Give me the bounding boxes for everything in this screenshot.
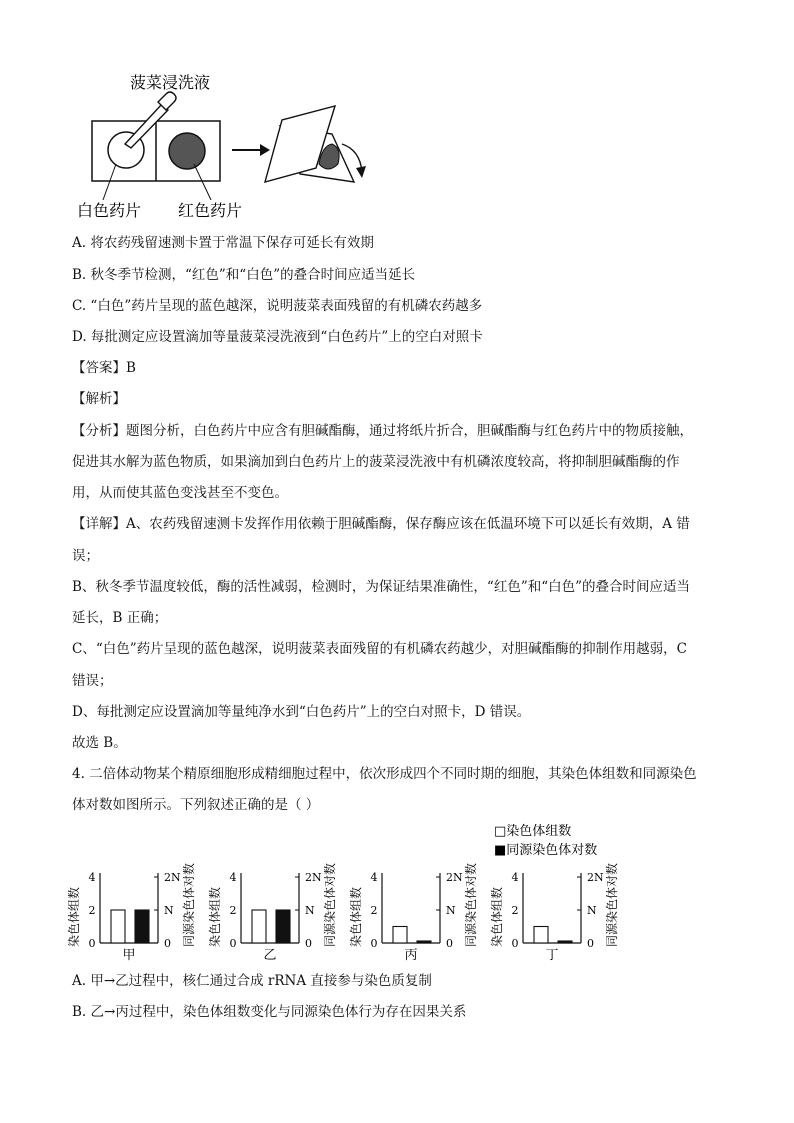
dropper-icon — [125, 92, 176, 148]
bar — [393, 927, 407, 944]
detail-line: C、“白色”药片呈现的蓝色越深，说明菠菜表面残留的有机磷农药越少，对胆碱酯酶的抑制作用越弱，C — [72, 641, 687, 657]
y-tick-label-left: 2 — [229, 904, 237, 917]
figure-title: 菠菜浸洗液 — [130, 73, 211, 92]
bar — [417, 941, 431, 943]
bar — [111, 910, 125, 943]
y-tick-label-right: 2N — [164, 871, 181, 884]
red-tablet-label: 红色药片 — [178, 201, 243, 220]
bar — [276, 910, 290, 943]
y-tick-label-right: 2N — [305, 871, 322, 884]
y-tick-label-left: 0 — [88, 937, 96, 950]
legend-entry-pairs: ■同源染色体对数 — [494, 843, 598, 858]
y-tick-label-right: 0 — [164, 937, 171, 950]
detail-line: D、每批测定应设置滴加等量纯净水到“白色药片”上的空白对照卡，D 错误。 — [72, 704, 531, 720]
y-tick-label-left: 0 — [229, 937, 237, 950]
detail-line: 延长，B 正确； — [72, 610, 168, 626]
y-axis-label-right: 同源染色体对数 — [323, 862, 337, 947]
chart-panel — [207, 863, 337, 963]
legend-entry-groups: □染色体组数 — [494, 824, 572, 839]
bar — [534, 927, 548, 944]
option-b: B. 秋冬季节检测，“红色”和“白色”的叠合时间应适当延长 — [72, 267, 416, 283]
y-tick-label-right: 0 — [446, 937, 453, 950]
y-axis-label-left: 染色体组数 — [208, 886, 222, 947]
analysis-line: 促进其水解为蓝色物质，如果滴加到白色药片上的菠菜浸洗液中有机磷浓度较高，将抑制胆碱酯酶的作 — [72, 454, 680, 470]
detail-line: 错误； — [72, 673, 113, 689]
q4-stem-line: 4. 二倍体动物某个精原细胞形成精细胞过程中，依次形成四个不同时期的细胞，其染色体组数和同源染色 — [72, 766, 697, 782]
detail-line: 故选 B。 — [72, 735, 127, 751]
answer: 【答案】B — [72, 360, 136, 376]
category-label: 丙 — [404, 948, 418, 963]
bar — [135, 910, 149, 943]
chart-panel — [66, 863, 196, 963]
y-tick-label-left: 0 — [511, 937, 519, 950]
y-tick-label-right: N — [164, 904, 174, 917]
option-c: C. “白色”药片呈现的蓝色越深，说明菠菜表面残留的有机磷农药越多 — [72, 298, 483, 314]
y-tick-label-left: 2 — [370, 904, 378, 917]
analysis-heading: 【解析】 — [72, 391, 126, 407]
y-tick-label-left: 0 — [370, 937, 378, 950]
y-tick-label-left: 2 — [511, 904, 519, 917]
y-tick-label-right: 0 — [587, 937, 594, 950]
chart-panel — [489, 863, 619, 963]
y-axis-label-right: 同源染色体对数 — [605, 862, 619, 947]
y-tick-label-right: N — [446, 904, 456, 917]
test-card-figure — [70, 60, 400, 225]
detail-line: 【详解】A、农药残留速测卡发挥作用依赖于胆碱酯酶，保存酶应该在低温环境下可以延长有效期，A 错 — [72, 516, 690, 532]
option-d: D. 每批测定应设置滴加等量菠菜浸洗液到“白色药片”上的空白对照卡 — [72, 329, 483, 345]
y-tick-label-left: 2 — [88, 904, 96, 917]
option-b: B. 乙→丙过程中，染色体组数变化与同源染色体行为存在因果关系 — [72, 1004, 467, 1020]
y-tick-label-right: 2N — [587, 871, 604, 884]
red-tablet — [169, 133, 205, 169]
chart-svg — [60, 818, 620, 968]
bar — [252, 910, 266, 943]
y-tick-label-right: 0 — [305, 937, 312, 950]
y-axis-label-left: 染色体组数 — [67, 886, 81, 947]
y-tick-label-right: N — [587, 904, 597, 917]
y-tick-label-right: N — [305, 904, 315, 917]
y-tick-label-left: 4 — [229, 871, 237, 884]
option-a: A. 将农药残留速测卡置于常温下保存可延长有效期 — [72, 235, 374, 251]
option-a: A. 甲→乙过程中，核仁通过合成 rRNA 直接参与染色质复制 — [72, 973, 432, 989]
chart-panel — [348, 863, 478, 963]
detail-line: 误； — [72, 548, 99, 564]
category-label: 丁 — [545, 948, 559, 963]
folded-card — [265, 106, 366, 182]
label-pointer-red — [194, 164, 211, 200]
y-axis-label-left: 染色体组数 — [349, 886, 363, 947]
chromosome-chart — [60, 818, 620, 968]
bar — [558, 941, 572, 943]
white-tablet-label: 白色药片 — [77, 201, 142, 220]
label-pointer-white — [103, 164, 116, 200]
category-label: 甲 — [122, 948, 136, 963]
detail-line: B、秋冬季节温度较低，酶的活性减弱，检测时，为保证结果准确性，“红色”和“白色”的叠合时间应适当 — [72, 579, 691, 595]
test-card-diagram — [70, 60, 400, 225]
category-label: 乙 — [263, 948, 277, 963]
y-tick-label-left: 4 — [370, 871, 378, 884]
y-tick-label-left: 4 — [511, 871, 519, 884]
analysis-line: 用，从而使其蓝色变浅甚至不变色。 — [72, 485, 288, 501]
y-tick-label-right: 2N — [446, 871, 463, 884]
chart-legend — [494, 823, 597, 858]
q4-stem-line: 体对数如图所示。下列叙述正确的是（ ） — [72, 797, 320, 813]
y-axis-label-left: 染色体组数 — [490, 886, 504, 947]
y-axis-label-right: 同源染色体对数 — [464, 862, 478, 947]
right-arrow-icon — [232, 144, 270, 156]
y-axis-label-right: 同源染色体对数 — [182, 862, 196, 947]
analysis-line: 【分析】题图分析，白色药片中应含有胆碱酯酶，通过将纸片折合，胆碱酯酶与红色药片中的物质接触， — [72, 423, 693, 439]
y-tick-label-left: 4 — [88, 871, 96, 884]
